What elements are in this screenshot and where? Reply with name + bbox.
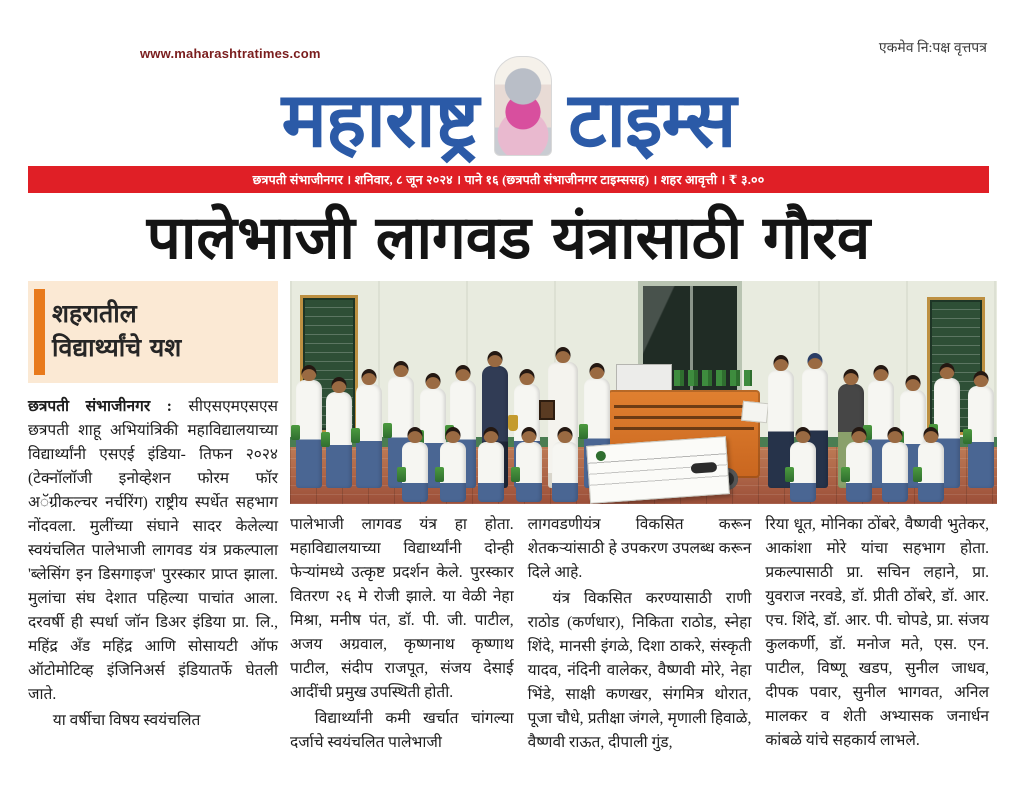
paragraph: पालेभाजी लागवड यंत्र हा होता. महाविद्यालयाच्या विद्यार्थ्यांनी दोन्ही फेऱ्यांमध्ये उत्कृष्ट प्रदर्शन केले. पुरस्कार वितरण २६ मे रोजी झाले. या वेळी नेहा मिश्रा, मनीष पंत, डॉ. पी. जी. पाटील, अजय अग्रवाल, कृष्णनाथ कृष्णाथ पाटील, संदीप राजपूत, संजय देसाई आदींची प्रमुख उपस्थिती होती. [290, 516, 514, 702]
paragraph: लागवडणीयंत्र विकसित करून शेतकऱ्यांसाठी हे उपकरण उपलब्ध करून दिले आहे. [527, 516, 752, 582]
person-figure [326, 392, 352, 488]
website-url[interactable]: www.maharashtratimes.com [140, 46, 321, 61]
paragraph: रिया धूत, मोनिका ठोंबरे, वैष्णवी भुतेकर, आकांशा मोरे यांचा सहभाग होता. प्रकल्पासाठी प्रा. सचिन लहाने, प्रा. युवराज नरवडे, डॉ. प्रीती ठोंबरे, डॉ. आर. एच. शिंदे, डॉ. आर. पी. चोपडे, प्रा. संजय कुलकर्णी, डॉ. मनोज मते, एस. एन. पाटील, विष्णू खडप, सुनील जाधव, दीपक पवार, सुनील भागवत, अनिल मालकर व शेती अभ्यासक जनार्धन कांबळे यांचे सहकार्य लाभले. [765, 516, 990, 750]
machine-label [741, 401, 769, 424]
kicker-accent-bar [34, 289, 45, 375]
person-figure-kneeling [790, 442, 816, 502]
paragraph: या वर्षीचा विषय स्वयंचलित [52, 711, 201, 729]
person-figure-kneeling [478, 442, 504, 502]
award-cheque [586, 436, 730, 504]
article-photo [290, 281, 997, 504]
person-figure-kneeling [516, 442, 542, 502]
right-area [290, 281, 989, 757]
paragraph: यंत्र विकसित करण्यासाठी राणी राठोड (कर्णधार), निकिता राठोड, स्नेहा शिंदे, मानसी इंगळे, दिशा ठाकरे, संस्कृती यादव, नंदिनी वालेकर, वैष्णवी मोरे, नेहा भिंडे, साक्षी कणखर, संगमित्र थोरात, पूजा चौधे, प्रतीक्षा जंगले, मृणाली हिवाळे, वैष्णवी राऊत, दीपाली गुंड, [527, 590, 752, 752]
article-headline: पालेभाजी लागवड यंत्रासाठी गौरव [146, 203, 871, 273]
person-figure-kneeling [552, 442, 578, 502]
person-figure-kneeling [440, 442, 466, 502]
text-columns [290, 513, 989, 757]
masthead-title [0, 56, 1017, 164]
paragraph [28, 395, 278, 707]
masthead-word-2: टाइम्स [568, 74, 736, 164]
person-figure-kneeling [882, 442, 908, 502]
dateline-text: छत्रपती संभाजीनगर । शनिवार, ८ जून २०२४ । पाने १६ (छत्रपती संभाजीनगर टाइम्ससह) । शहर आवृत्ती । ₹ ३.०० [252, 173, 765, 187]
body-column-1 [28, 395, 278, 733]
paragraph-text: सीएसएमएसएस छत्रपती शाहू अभियांत्रिकी महाविद्यालयाच्या विद्यार्थ्यांनी एसएई इंडिया- तिफन २०२४ (टेक्नॉलॉजी इनोव्हेशन फोरम फॉर अॅग्रीकल्चर नर्चरिंग) राष्ट्रीय स्पर्धेत सहभाग नोंदवला. मुलींच्या संघाने सादर केलेल्या स्वयंचलित पालेभाजी लागवड यंत्र प्रकल्पाला 'ब्लेसिंग इन डिसगाइज' पुरस्कार प्राप्त झाला. मुलांचा संघ देशात पहिल्या पाचांत आला. दरवर्षी ही स्पर्धा जॉन डिअर इंडिया प्रा. लि., महिंद्र अँड महिंद्र आणि सोसायटी ऑफ ऑटोमोटिव्ह इंजिनिअर्स इंडियातर्फे घेतली जाते. [28, 397, 279, 703]
person-figure [968, 386, 994, 488]
person-figure [296, 380, 322, 488]
dateline-bar [28, 166, 989, 193]
left-column [28, 281, 278, 757]
body-column-4 [765, 513, 989, 757]
masthead-header [0, 0, 1017, 162]
article-body [0, 271, 1017, 757]
ganesh-logo-image [494, 56, 552, 156]
dateline-lead-in: छत्रपती संभाजीनगर : [28, 397, 172, 415]
kicker-line-1: शहरातील [52, 299, 137, 328]
kicker-line-2: विद्यार्थ्यांचे यश [52, 332, 182, 362]
person-figure-kneeling [846, 442, 872, 502]
person-figure [356, 384, 382, 488]
person-figure-kneeling [402, 442, 428, 502]
paragraph: विद्यार्थ्यांनी कमी खर्चात चांगल्या दर्जाचे स्वयंचलित पालेभाजी [290, 710, 514, 752]
kicker-box [28, 281, 278, 383]
body-column-2 [290, 513, 514, 757]
masthead-word-1: महाराष्ट्र [281, 74, 479, 164]
person-figure-kneeling [918, 442, 944, 502]
body-column-3 [528, 513, 752, 757]
masthead-tagline: एकमेव नि:पक्ष वृत्तपत्र [878, 41, 987, 56]
seedling-tray [674, 370, 752, 386]
